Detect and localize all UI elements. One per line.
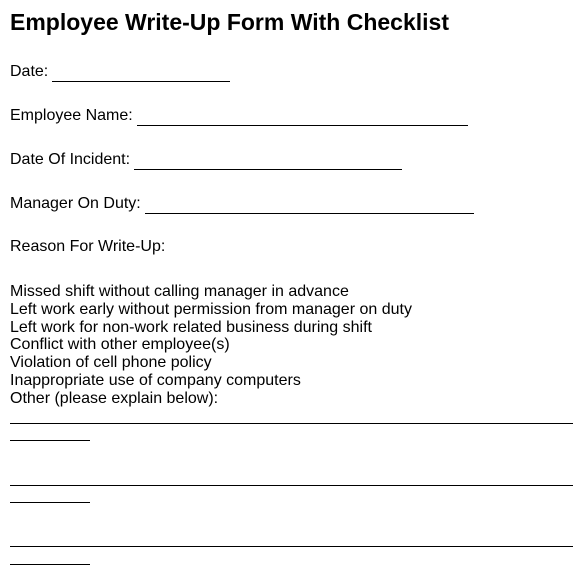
explanation-line[interactable] <box>10 423 573 424</box>
form-title: Employee Write-Up Form With Checklist <box>10 9 449 35</box>
checklist-item: Other (please explain below): <box>10 389 219 407</box>
explanation-line-continuation[interactable] <box>10 564 90 565</box>
date-blank-line[interactable] <box>52 64 230 82</box>
explanation-line[interactable] <box>10 485 573 486</box>
date-field <box>10 62 230 82</box>
reason-heading: Reason For Write-Up: <box>10 238 166 255</box>
employee-name-blank-line[interactable] <box>137 108 468 126</box>
explanation-line[interactable] <box>10 546 573 547</box>
incident-date-label: Date Of Incident: <box>10 151 131 168</box>
employee-name-field <box>10 106 468 126</box>
checklist-item: Violation of cell phone policy <box>10 354 212 372</box>
manager-label: Manager On Duty: <box>10 195 141 212</box>
date-label: Date: <box>10 63 49 80</box>
checklist-item: Inappropriate use of company computers <box>10 371 301 389</box>
incident-date-field <box>10 150 402 170</box>
reason-checklist <box>10 283 412 408</box>
checklist-item: Left work for non-work related business during shift <box>10 318 372 336</box>
manager-blank-line[interactable] <box>145 196 474 214</box>
explanation-line-continuation[interactable] <box>10 502 90 503</box>
checklist-item: Left work early without permission from manager on duty <box>10 300 412 318</box>
checklist-item: Missed shift without calling manager in advance <box>10 283 349 300</box>
incident-date-blank-line[interactable] <box>134 152 402 170</box>
explanation-line-continuation[interactable] <box>10 440 90 441</box>
checklist-item: Conflict with other employee(s) <box>10 336 230 354</box>
employee-name-label: Employee Name: <box>10 107 133 124</box>
manager-field <box>10 194 474 214</box>
